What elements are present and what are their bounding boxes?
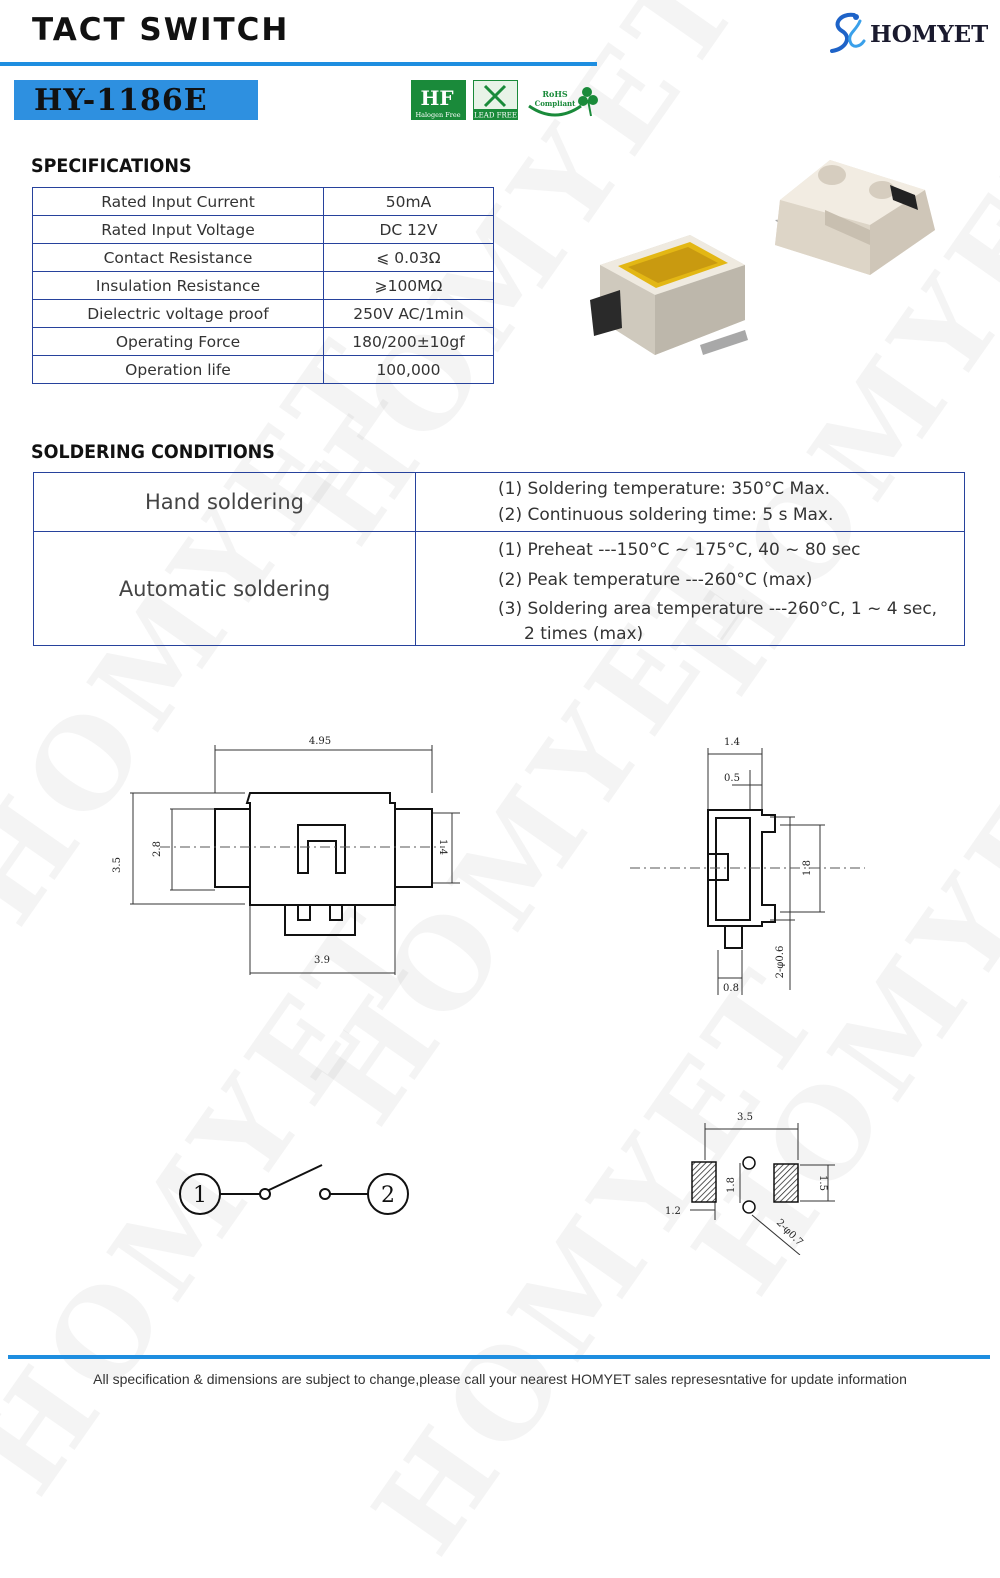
spec-label: Operation life — [33, 356, 324, 384]
lead-free-label: LEAD FREE — [474, 111, 517, 120]
automatic-soldering-conditions — [416, 532, 965, 646]
dim-height: 1.8 — [802, 860, 813, 876]
table-row — [34, 473, 965, 532]
dim-pad-height: 1.8 — [726, 1177, 737, 1193]
switch-schematic — [170, 1155, 420, 1235]
product-photo — [570, 150, 960, 400]
spec-value: 180/200±10gf — [324, 328, 494, 356]
condition-line: (2) Continuous soldering time: 5 s Max. — [498, 505, 834, 525]
condition-line: (2) Peak temperature ---260°C (max) — [498, 569, 813, 590]
table-row — [33, 244, 494, 272]
rohs-icon — [525, 80, 599, 120]
dim-width: 4.95 — [308, 736, 332, 747]
dim-base: 3.9 — [314, 955, 330, 966]
spec-value: 250V AC/1min — [324, 300, 494, 328]
condition-line: (1) Preheat ---150°C ~ 175°C, 40 ~ 80 sec — [498, 539, 861, 560]
dim-pin: 2-φ0.6 — [775, 945, 786, 979]
spec-value: 50mA — [324, 188, 494, 216]
automatic-soldering-label: Automatic soldering — [34, 532, 416, 646]
table-row — [33, 328, 494, 356]
footer-note: All specification & dimensions are subject to change,please call your nearest HOMYET sales represesntative for update information — [93, 1371, 907, 1387]
halogen-free-badge — [411, 80, 466, 120]
condition-line: (3) Soldering area temperature ---260°C, 1 ~ 4 sec, — [498, 598, 938, 619]
table-row — [33, 216, 494, 244]
spec-label: Rated Input Current — [33, 188, 324, 216]
table-row — [33, 272, 494, 300]
pin-2-label: 2 — [381, 1183, 395, 1208]
hand-soldering-label: Hand soldering — [34, 473, 416, 532]
dim-top2: 0.5 — [724, 773, 740, 784]
table-row — [33, 356, 494, 384]
dim-foot: 0.8 — [723, 983, 739, 994]
mounting-hole — [743, 1201, 755, 1213]
specifications-heading: SPECIFICATIONS — [31, 155, 192, 177]
spec-label: Insulation Resistance — [33, 272, 324, 300]
soldering-table — [33, 472, 965, 646]
dim-tab: 1.4 — [437, 839, 448, 855]
condition-line: 2 times (max) — [524, 623, 644, 644]
page-title: TACT SWITCH — [32, 12, 290, 48]
spec-value: ⩽ 0.03Ω — [324, 244, 494, 272]
lead-free-badge — [473, 80, 518, 120]
soldering-heading: SOLDERING CONDITIONS — [31, 441, 275, 463]
halogen-free-label: Halogen Free — [415, 111, 461, 119]
footer-divider — [8, 1355, 990, 1359]
table-row — [33, 188, 494, 216]
dim-pad-width: 1.2 — [665, 1206, 681, 1217]
brand-logo — [826, 10, 988, 58]
spec-label: Contact Resistance — [33, 244, 324, 272]
spec-value: ⩾100MΩ — [324, 272, 494, 300]
rohs-compliant-label: Compliant — [534, 99, 576, 108]
pad-right — [774, 1164, 798, 1202]
dim-top: 1.4 — [724, 737, 740, 748]
side-view-drawing — [630, 730, 870, 1005]
spec-value: DC 12V — [324, 216, 494, 244]
model-number: HY-1186E — [34, 83, 208, 118]
table-row — [34, 532, 965, 646]
lead-free-icon — [473, 80, 518, 120]
switch-front-view — [590, 235, 748, 355]
pin-1-label: 1 — [193, 1183, 207, 1208]
rohs-label: RoHS — [542, 89, 568, 99]
dim-pad-height-2: 1.5 — [817, 1175, 828, 1191]
pcb-footprint-drawing — [650, 1105, 850, 1255]
brand-name: HOMYET — [870, 20, 989, 48]
dim-height: 3.5 — [112, 857, 123, 873]
top-view-drawing — [100, 725, 480, 975]
pad-left — [692, 1162, 716, 1202]
table-row — [33, 300, 494, 328]
halogen-mark: HF — [420, 86, 454, 110]
spec-label: Dielectric voltage proof — [33, 300, 324, 328]
hand-soldering-conditions — [416, 473, 965, 532]
switch-back-view — [775, 160, 935, 275]
spec-value: 100,000 — [324, 356, 494, 384]
condition-line: (1) Soldering temperature: 350°C Max. — [498, 479, 831, 499]
dim-hole: 2-φ0.7 — [773, 1217, 805, 1249]
spec-label: Rated Input Voltage — [33, 216, 324, 244]
rohs-badge — [525, 80, 599, 120]
title-divider — [0, 62, 597, 66]
dim-span: 3.5 — [737, 1112, 753, 1123]
dim-inner-height: 2.8 — [152, 841, 163, 857]
spec-label: Operating Force — [33, 328, 324, 356]
mounting-hole — [743, 1157, 755, 1169]
specifications-table — [32, 187, 494, 384]
halogen-free-icon — [411, 80, 466, 120]
homyet-logo-icon — [826, 11, 866, 57]
